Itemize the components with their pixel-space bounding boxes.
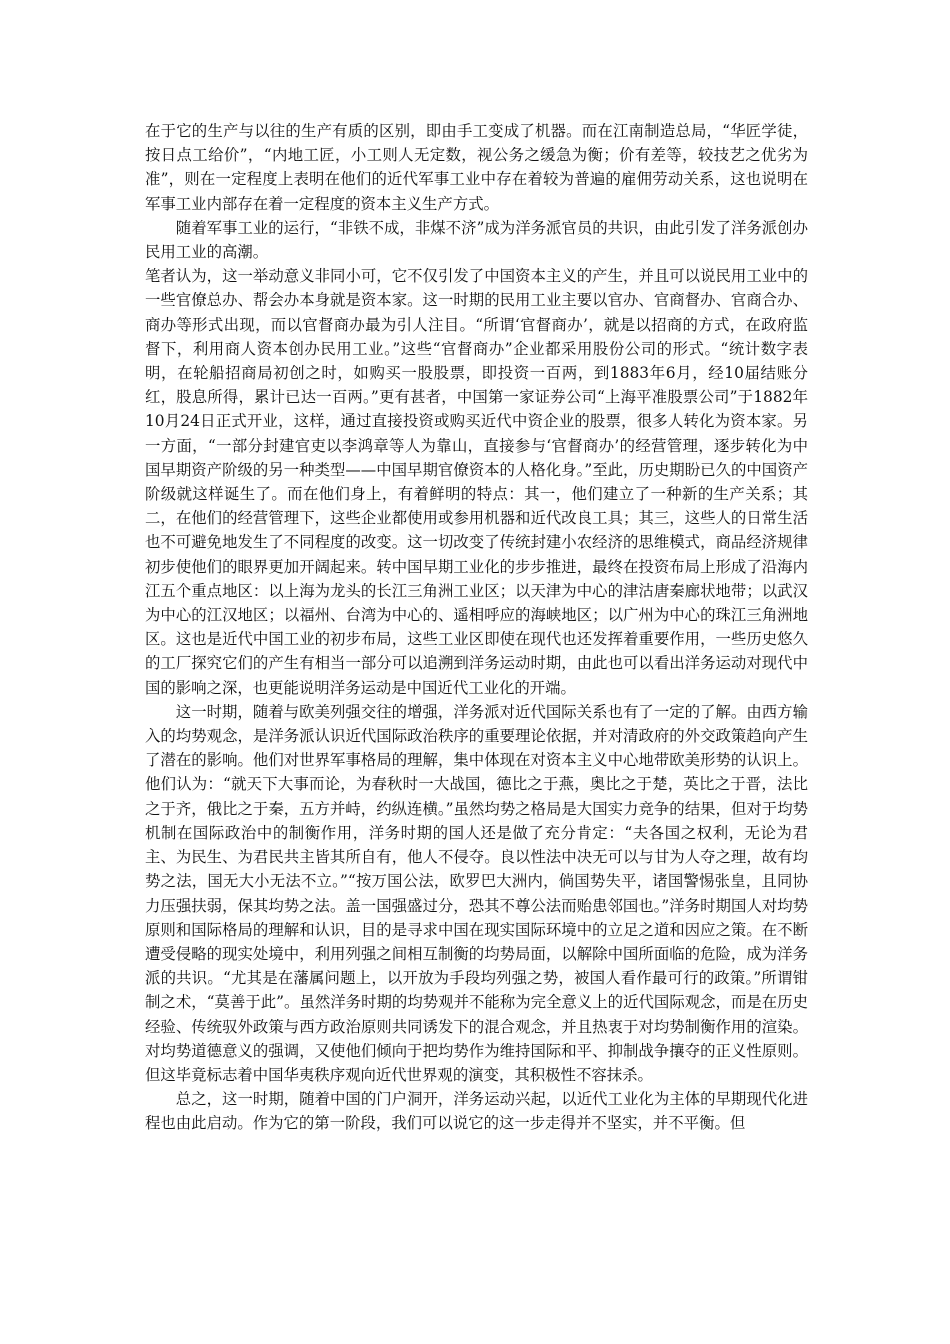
document-body [145,119,808,1136]
paragraph-military-industry: 随着军事工业的运行，“非铁不成，非煤不济”成为洋务派官员的共识，由此引发了洋务派创办民用工业的高潮。 [145,218,808,262]
paragraph-balance-of-power: 这一时期，随着与欧美列强交往的增强，洋务派对近代国际关系也有了一定的了解。由西方输入的均势观念，是洋务派认识近代国际政治秩序的重要理论依据，并对清政府的外交政策趋向产生了潜在的影响。他们对世界军事格局的理解，集中体现在对资本主义中心地带欧美形势的认识上。他们认为：“就天下大事而论，为春秋时一大战国，德比之于燕，奥比之于楚，英比之于晋，法比之于齐，俄比之于秦，五方并峙，约纵连横。”虽然均势之格局是大国实力竞争的结果，但对于均势机制在国际政治中的制衡作用，洋务时期的国人还是做了充分肯定：“夫各国之权利，无论为君主、为民生、为君民共主皆其所自有，他人不侵夺。良以性法中决无可以与甘为人夺之理，故有均势之法，国无大小无法不立。”“按万国公法，欧罗巴大洲内，倘国势失平，诸国警惕张皇，且同协力压强扶弱，保其均势之法。盖一国强盛过分，恐其不尊公法而贻患邻国也。”洋务时期国人对均势原则和国际格局的理解和认识，目的是寻求中国在现实国际环境中的立足之道和因应之策。在不断遭受侵略的现实处境中，利用列强之间相互制衡的均势局面，以解除中国所面临的危险，成为洋务派的共识。“尤其是在藩属问题上，以开放为手段均列强之势，被国人看作最可行的政策。”所谓钳制之术，“莫善于此”。虽然洋务时期的均势观并不能称为完全意义上的近代国际观念，而是在历史经验、传统驭外政策与西方政治原则共同诱发下的混合观念，并且热衷于对均势制衡作用的渲染。对均势道德意义的强调，又使他们倾向于把均势作为维持国际和平、抑制战争攘夺的正义性原则。但这毕竟标志着中国华夷秩序观向近代世界观的演变，其积极性不容抹杀。 [145,702,808,1084]
paragraph-civil-industry: 笔者认为，这一举动意义非同小可，它不仅引发了中国资本主义的产生，并且可以说民用工业中的一些官僚总办、帮会办本身就是资本家。这一时期的民用工业主要以官办、官商督办、官商合办、商办等形式出现，而以官督商办最为引人注目。“所谓‘官督商办’，就是以招商的方式，在政府监督下，利用商人资本创办民用工业。”这些“官督商办”企业都采用股份公司的形式。“统计数字表明，在轮船招商局初创之时，如购买一股股票，即投资一百两，到1883年6月，经10届结账分红，股息所得，累计已达一百两。”更有甚者，中国第一家证券公司“上海平准股票公司”于1882年10月24日正式开业，这样，通过直接投资或购买近代中资企业的股票，很多人转化为资本家。另一方面，“一部分封建官吏以李鸿章等人为靠山，直接参与‘官督商办’的经营管理，逐步转化为中国早期资产阶级的另一种类型——中国早期官僚资本的人格化身。”至此，历史期盼已久的中国资产阶级就这样诞生了。而在他们身上，有着鲜明的特点：其一，他们建立了一种新的生产关系；其二，在他们的经营管理下，这些企业都使用或参用机器和近代改良工具；其三，这些人的日常生活也不可避免地发生了不同程度的改变。这一切改变了传统封建小农经济的思维模式，商品经济规律初步使他们的眼界更加开阔起来。转中国早期工业化的步步推进，最终在投资布局上形成了沿海内江五个重点地区：以上海为龙头的长江三角洲工业区；以天津为中心的津沽唐秦廊状地带；以武汉为中心的江汉地区；以福州、台湾为中心的、遥相呼应的海峡地区；以广州为中心的珠江三角洲地区。这也是近代中国工业的初步布局，这些工业区即使在现代也还发挥着重要作用，一些历史悠久的工厂探究它们的产生有相当一部分可以追溯到洋务运动时期，由此也可以看出洋务运动对现代中国的影响之深，也更能说明洋务运动是中国近代工业化的开端。 [145,267,808,697]
paragraph-summary: 总之，这一时期，随着中国的门户洞开，洋务运动兴起，以近代工业化为主体的早期现代化进程也由此启动。作为它的第一阶段，我们可以说它的这一步走得并不坚实，并不平衡。但 [145,1090,808,1133]
paragraph-continuation: 在于它的生产与以往的生产有质的区别，即由手工变成了机器。而在江南制造总局，“华匠学徒，按日点工给价”，“内地工匠，小工则人无定数，视公务之缓急为衡；价有差等，较技艺之优劣为准”，则在一定程度上表明在他们的近代军事工业中存在着较为普遍的雇佣劳动关系，这也说明在军事工业内部存在着一定程度的资本主义生产方式。 [145,122,808,213]
